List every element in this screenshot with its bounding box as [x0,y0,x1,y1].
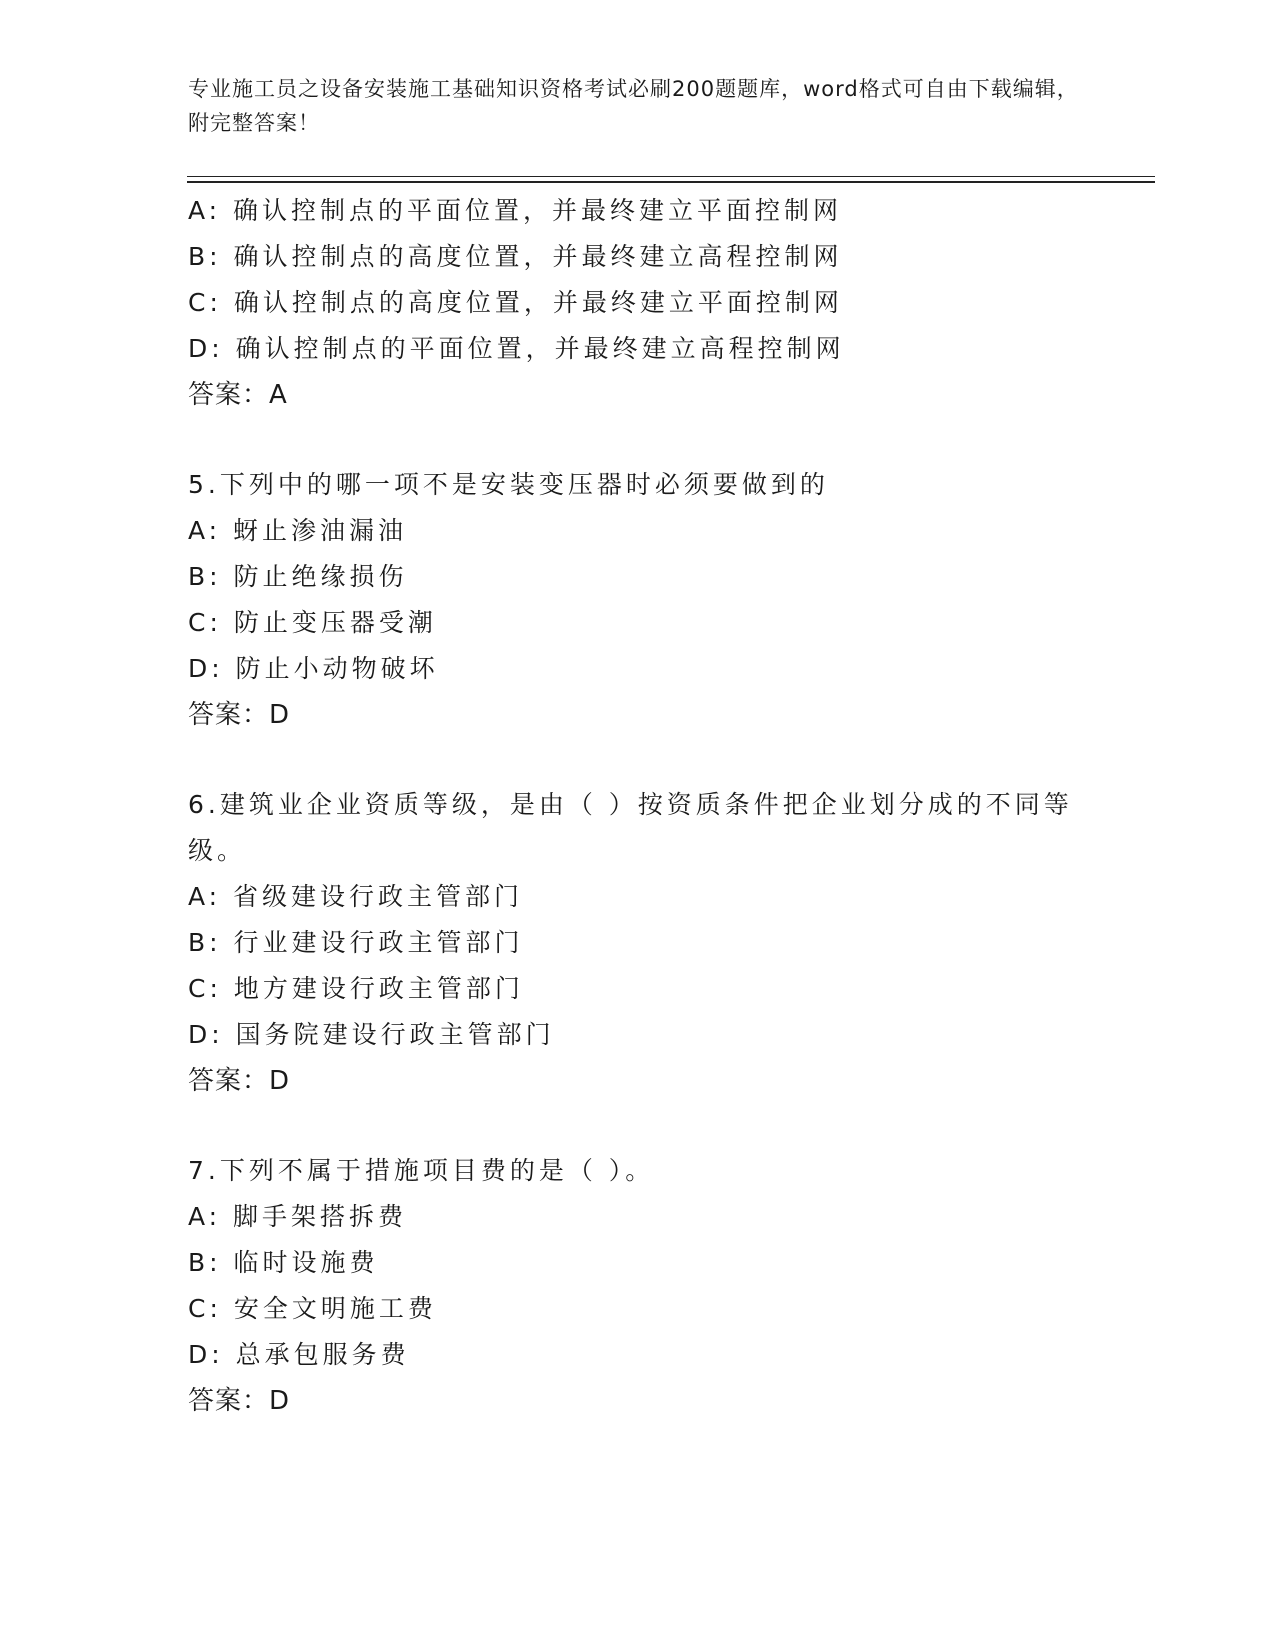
option-c: C: 防止变压器受潮 [188,608,437,637]
question-block-continued [188,188,1088,418]
option-c: C: 地方建设行政主管部门 [188,974,524,1003]
option-c: C: 确认控制点的高度位置，并最终建立平面控制网 [188,288,843,317]
document-header: 专业施工员之设备安装施工基础知识资格考试必刷200题题库，word格式可自由下载编辑，附完整答案！ [188,77,1079,135]
option-d: D: 确认控制点的平面位置，并最终建立高程控制网 [188,334,845,363]
option-b: B: 行业建设行政主管部门 [188,928,524,957]
option-d: D: 防止小动物破坏 [188,654,439,683]
option-b: B: 确认控制点的高度位置，并最终建立高程控制网 [188,242,843,271]
answer-line: 答案：D [188,700,291,730]
option-a: A: 确认控制点的平面位置，并最终建立平面控制网 [188,196,843,225]
option-a: A: 省级建设行政主管部门 [188,882,524,911]
header-divider-thin [187,176,1155,177]
option-a: A: 脚手架搭拆费 [188,1202,408,1231]
question-block-5 [188,462,1088,738]
spacer [188,738,1088,782]
question-content [188,188,1088,1424]
spacer [188,418,1088,462]
spacer [188,1104,1088,1148]
option-d: D: 总承包服务费 [188,1340,410,1369]
option-b: B: 防止绝缘损伤 [188,562,408,591]
question-block-7 [188,1148,1088,1424]
question-title: 5.下列中的哪一项不是安装变压器时必须要做到的 [188,470,829,499]
option-b: B: 临时设施费 [188,1248,379,1277]
answer-line: 答案：D [188,1066,291,1096]
header-divider-thick [187,181,1155,183]
option-d: D: 国务院建设行政主管部门 [188,1020,555,1049]
answer-line: 答案：D [188,1386,291,1416]
option-c: C: 安全文明施工费 [188,1294,437,1323]
question-title: 7.下列不属于措施项目费的是（ ）。 [188,1156,655,1185]
question-title: 6.建筑业企业资质等级，是由（ ）按资质条件把企业划分成的不同等级。 [188,790,1073,865]
option-a: A: 蚜止渗油漏油 [188,516,408,545]
answer-line: 答案：A [188,380,288,410]
question-block-6 [188,782,1088,1104]
